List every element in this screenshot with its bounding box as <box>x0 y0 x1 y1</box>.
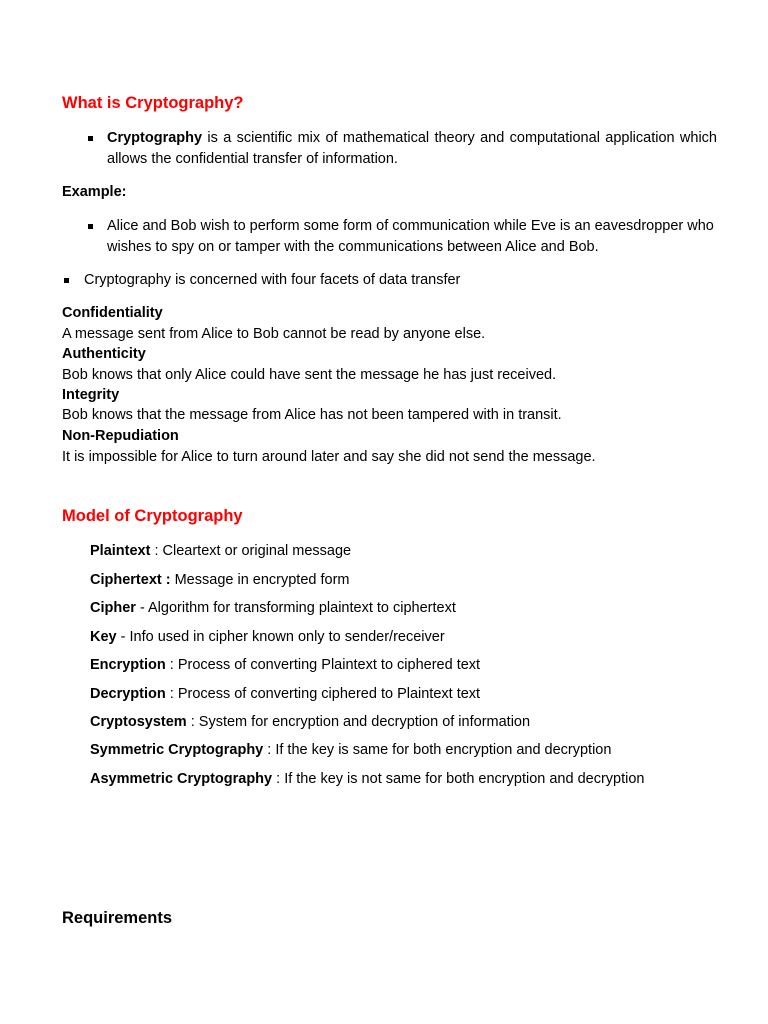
section-title-requirements: Requirements <box>62 909 173 927</box>
term-row-cryptosystem <box>90 714 530 730</box>
term-row-key <box>90 629 445 645</box>
term-name: Cryptosystem <box>90 714 187 730</box>
facet-name-integrity: Integrity <box>62 387 120 403</box>
term-row-encryption <box>90 657 480 673</box>
bullet-icon <box>64 278 69 283</box>
section-title-model-of-cryptography: Model of Cryptography <box>62 507 243 525</box>
term-definition: : If the key is same for both encryption and decryption <box>263 742 612 758</box>
term-row-decryption <box>90 686 480 702</box>
term-definition: - Info used in cipher known only to sender/receiver <box>116 629 445 645</box>
facet-desc-integrity: Bob knows that the message from Alice has not been tampered with in transit. <box>62 407 562 423</box>
section-title-what-is-cryptography: What is Cryptography? <box>62 94 244 112</box>
definition-paragraph <box>107 128 717 170</box>
facet-desc-non-repudiation: It is impossible for Alice to turn around later and say she did not send the message. <box>62 449 596 465</box>
term-name: Plaintext <box>90 543 151 559</box>
term-definition: : System for encryption and decryption of information <box>186 714 531 730</box>
facet-name-non-repudiation: Non-Repudiation <box>62 428 179 444</box>
term-row-cipher <box>90 600 456 616</box>
term-row-ciphertext <box>90 572 350 588</box>
example-paragraph: Alice and Bob wish to perform some form of communication while Eve is an eavesdropper who wishes to spy on or tamper with the communications between Alice and Bob. <box>107 218 714 255</box>
term-definition: : Cleartext or original message <box>150 543 352 559</box>
term-name: Key <box>90 629 117 645</box>
term-name: Cipher <box>90 600 136 616</box>
term-definition: - Algorithm for transforming plaintext to ciphertext <box>135 600 456 616</box>
facet-desc-authenticity: Bob knows that only Alice could have sent the message he has just received. <box>62 367 557 383</box>
term-name: Ciphertext : <box>90 572 171 588</box>
bullet-icon <box>88 224 93 229</box>
term-definition: : Process of converting Plaintext to ciphered text <box>165 657 481 673</box>
term-row-symmetric-cryptography <box>90 742 611 758</box>
term-definition: Message in encrypted form <box>170 572 350 588</box>
term-name: Encryption <box>90 657 166 673</box>
definition-term: Cryptography <box>107 130 203 146</box>
facets-intro: Cryptography is concerned with four facets of data transfer <box>84 272 461 288</box>
definition-text: is a scientific mix of mathematical theory and computational application which allows the confidential transfer of information. <box>107 130 717 167</box>
example-label: Example: <box>62 184 127 200</box>
bullet-icon <box>88 136 93 141</box>
term-definition: : If the key is not same for both encryption and decryption <box>272 771 645 787</box>
facet-desc-confidentiality: A message sent from Alice to Bob cannot be read by anyone else. <box>62 326 486 342</box>
term-row-asymmetric-cryptography <box>90 771 644 787</box>
facet-name-authenticity: Authenticity <box>62 346 146 362</box>
term-name: Decryption <box>90 686 166 702</box>
term-definition: : Process of converting ciphered to Plaintext text <box>165 686 481 702</box>
facet-name-confidentiality: Confidentiality <box>62 305 163 321</box>
term-name: Symmetric Cryptography <box>90 742 264 758</box>
term-name: Asymmetric Cryptography <box>90 771 273 787</box>
term-row-plaintext <box>90 543 351 559</box>
